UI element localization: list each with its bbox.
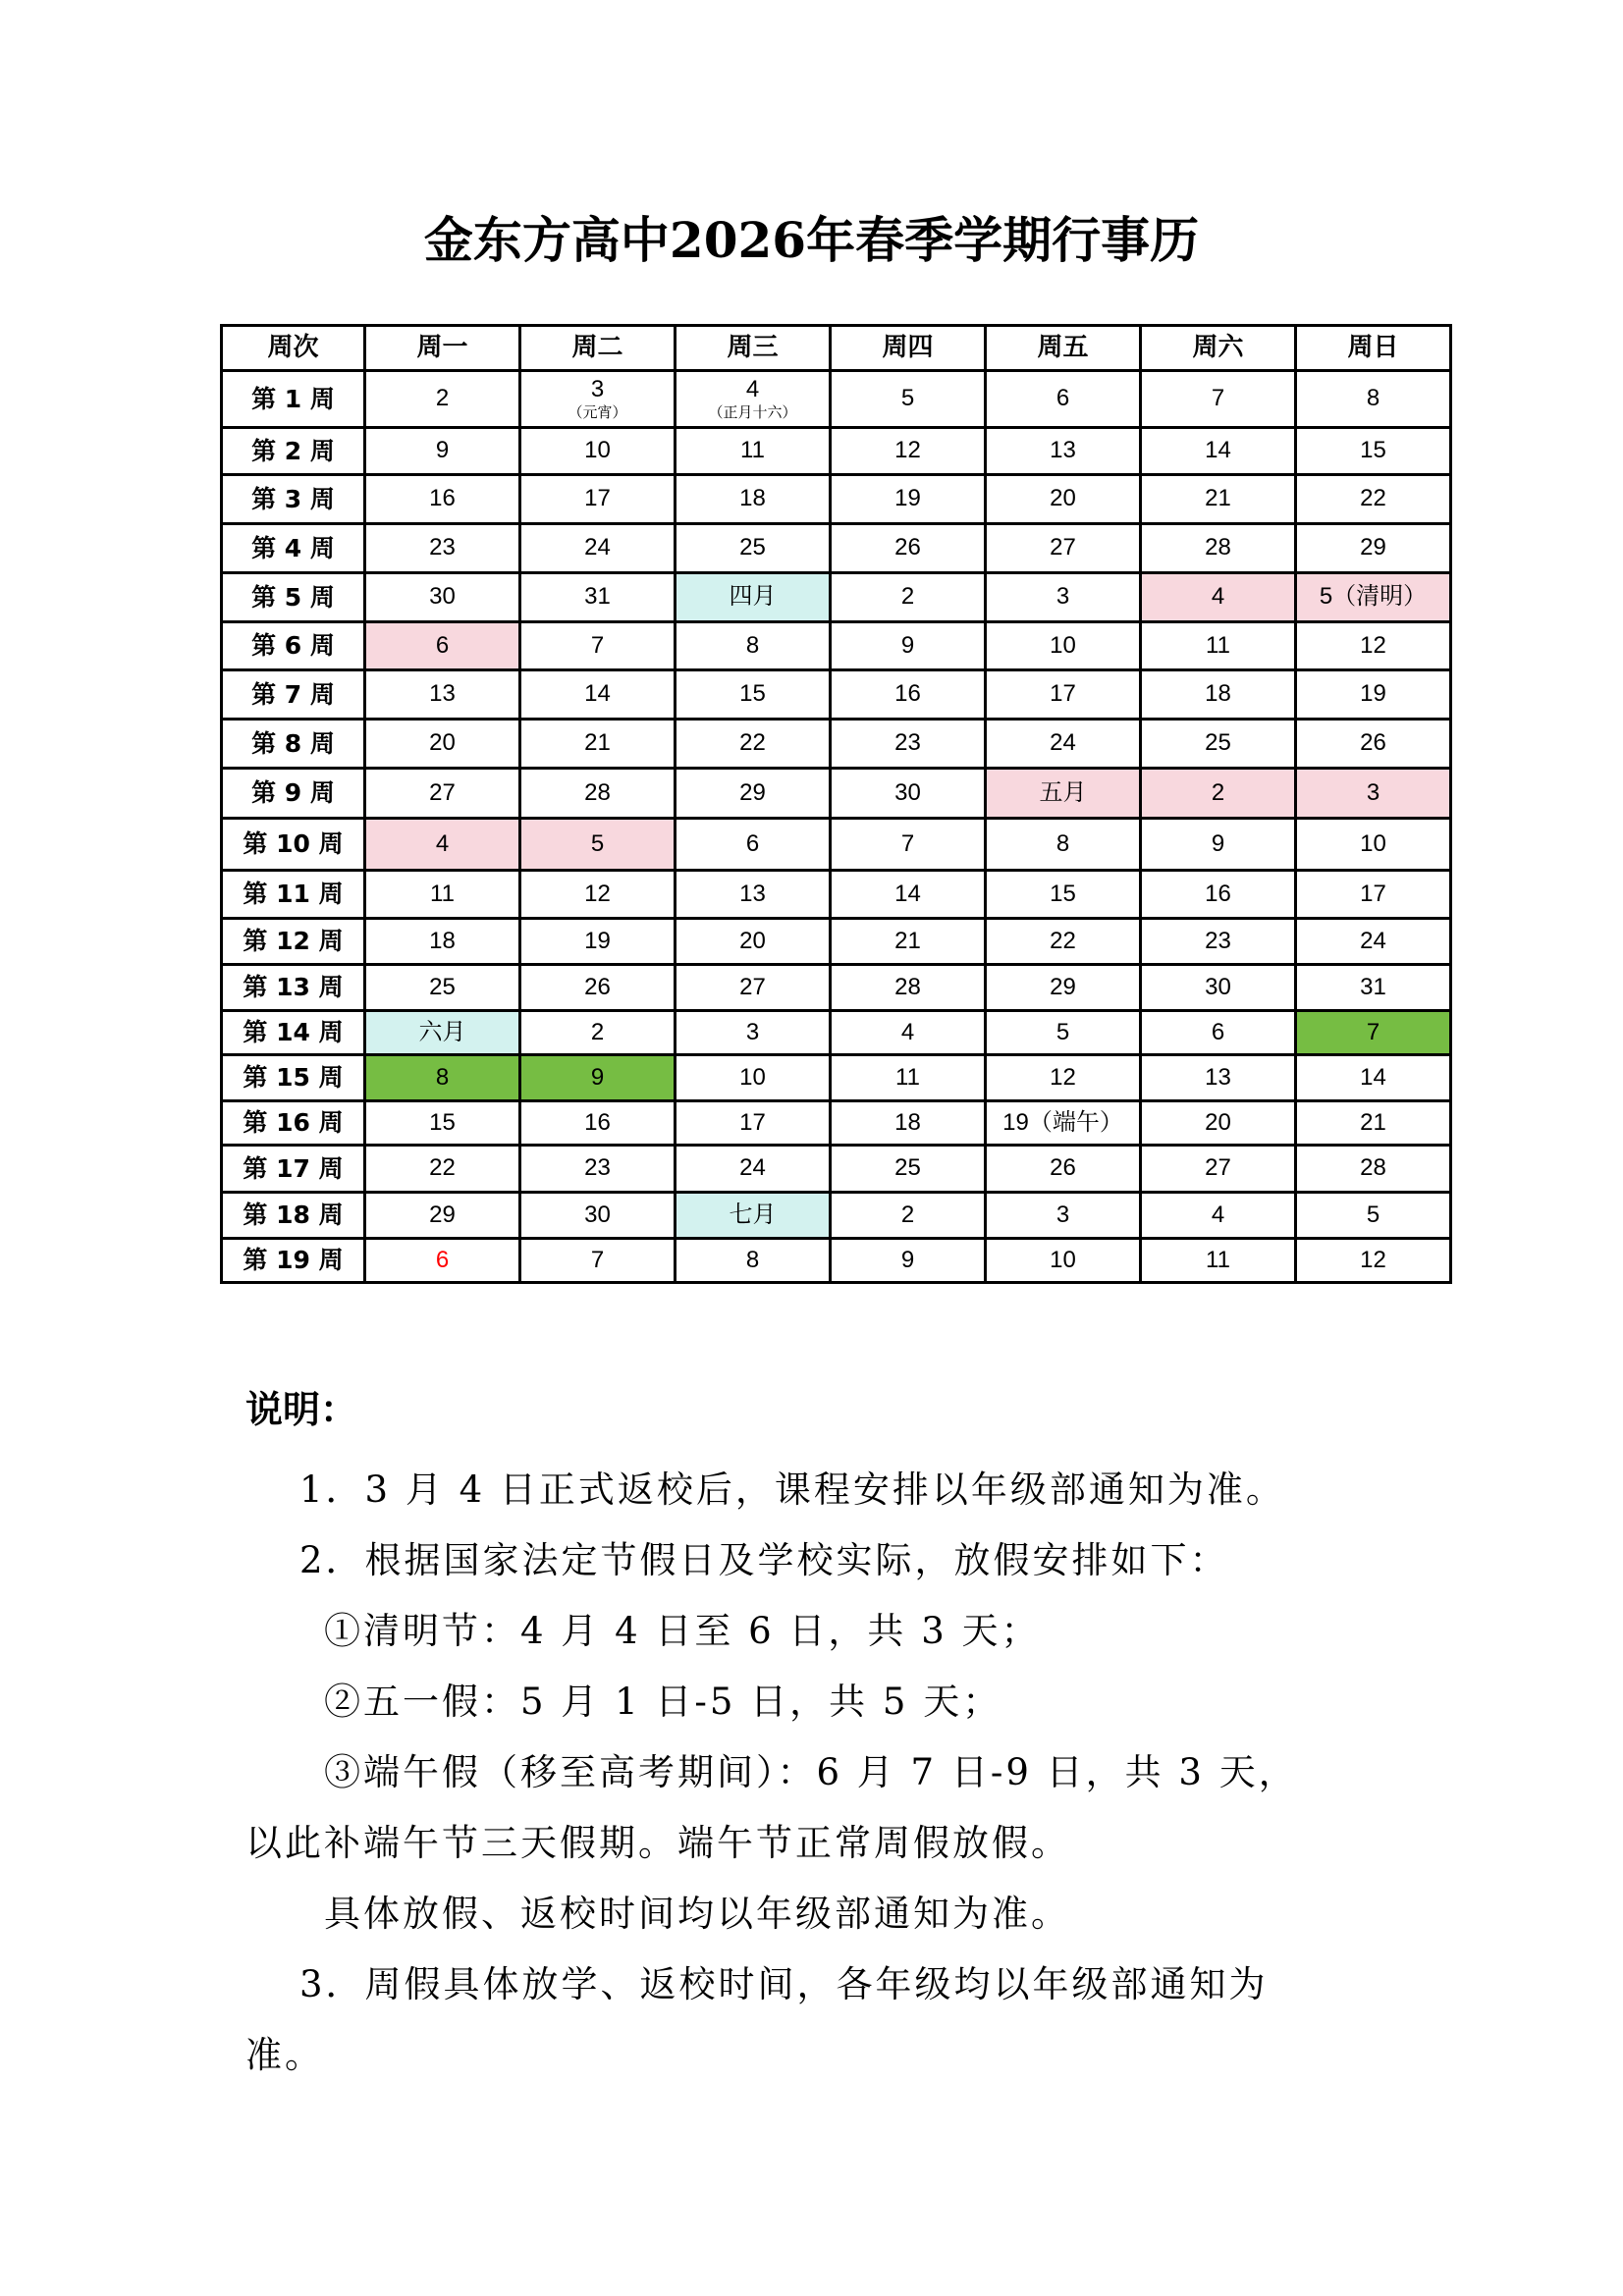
- page-title: 金东方高中2026年春季学期行事历: [423, 211, 1200, 269]
- week-row: [222, 1011, 1451, 1055]
- day-cell-mon: 25: [365, 965, 520, 1011]
- day-cell-wed: 8: [676, 622, 831, 670]
- day-cell-fri: 27: [986, 524, 1141, 573]
- header-wed: 周三: [676, 326, 831, 371]
- day-note: （正月十六）: [708, 403, 797, 422]
- week-label: 第 18 周: [222, 1193, 365, 1239]
- day-cell-sat: 2: [1141, 769, 1296, 819]
- day-cell-sun: 7: [1296, 1011, 1451, 1055]
- day-cell-sat: 23: [1141, 919, 1296, 965]
- note-line-9: 准。: [245, 2034, 324, 2076]
- day-cell-sat: 25: [1141, 720, 1296, 769]
- day-cell-mon: 4: [365, 819, 520, 871]
- note-line-5: ③端午假（移至高考期间）：6 月 7 日-9 日，共 3 天，: [324, 1751, 1298, 1793]
- day-cell-thu: 5: [831, 371, 986, 428]
- week-label: 第 17 周: [222, 1146, 365, 1193]
- week-row: [222, 871, 1451, 919]
- week-label: 第 15 周: [222, 1055, 365, 1101]
- notes-section: [245, 1379, 1424, 2091]
- day-cell-sun: 12: [1296, 1239, 1451, 1283]
- header-week: 周次: [222, 326, 365, 371]
- day-cell-fri: 24: [986, 720, 1141, 769]
- week-row: [222, 819, 1451, 871]
- week-row: [222, 1101, 1451, 1146]
- day-cell-sat: 9: [1141, 819, 1296, 871]
- note-line-6: 以此补端午节三天假期。端午节正常周假放假。: [245, 1822, 1070, 1864]
- day-cell-tue: 9: [520, 1055, 676, 1101]
- day-cell-thu: 16: [831, 670, 986, 720]
- week-row: [222, 371, 1451, 428]
- day-cell-sun: 21: [1296, 1101, 1451, 1146]
- day-cell-mon: 16: [365, 475, 520, 524]
- day-cell-fri: 17: [986, 670, 1141, 720]
- day-cell-sat: 6: [1141, 1011, 1296, 1055]
- day-cell-thu: 2: [831, 573, 986, 622]
- day-cell-wed: 6: [676, 819, 831, 871]
- day-cell-sun: 28: [1296, 1146, 1451, 1193]
- day-cell-sun: 15: [1296, 428, 1451, 475]
- day-cell-mon: 30: [365, 573, 520, 622]
- day-cell-sun: 5（清明）: [1296, 573, 1451, 622]
- day-cell-tue: 10: [520, 428, 676, 475]
- note-line-1: 1．3 月 4 日正式返校后，课程安排以年级部通知为准。: [299, 1468, 1285, 1511]
- day-cell-mon: 6: [365, 1239, 520, 1283]
- day-cell-tue: 2: [520, 1011, 676, 1055]
- week-label: 第 8 周: [222, 720, 365, 769]
- header-sat: 周六: [1141, 326, 1296, 371]
- day-cell-mon: 27: [365, 769, 520, 819]
- day-cell-wed: 8: [676, 1239, 831, 1283]
- day-cell-thu: 14: [831, 871, 986, 919]
- week-row: [222, 428, 1451, 475]
- day-cell-thu: 9: [831, 622, 986, 670]
- week-row: [222, 919, 1451, 965]
- day-cell-thu: 12: [831, 428, 986, 475]
- day-cell-tue: 12: [520, 871, 676, 919]
- day-cell-fri: 8: [986, 819, 1141, 871]
- day-cell-fri: 26: [986, 1146, 1141, 1193]
- day-cell-thu: 21: [831, 919, 986, 965]
- day-cell-mon: 23: [365, 524, 520, 573]
- day-cell-wed: 七月: [676, 1193, 831, 1239]
- day-cell-sat: 14: [1141, 428, 1296, 475]
- note-line-7: 具体放假、返校时间均以年级部通知为准。: [324, 1893, 1070, 1935]
- week-label: 第 6 周: [222, 622, 365, 670]
- calendar-body: [222, 371, 1451, 1283]
- day-cell-wed: 四月: [676, 573, 831, 622]
- note-line-2: 2．根据国家法定节假日及学校实际，放假安排如下：: [299, 1539, 1229, 1581]
- week-label: 第 19 周: [222, 1239, 365, 1283]
- week-row: [222, 670, 1451, 720]
- day-cell-sun: 29: [1296, 524, 1451, 573]
- day-cell-tue: 14: [520, 670, 676, 720]
- day-cell-sun: 22: [1296, 475, 1451, 524]
- day-cell-wed: 11: [676, 428, 831, 475]
- day-cell-mon: 11: [365, 871, 520, 919]
- week-label: 第 12 周: [222, 919, 365, 965]
- day-cell-wed: 13: [676, 871, 831, 919]
- header-mon: 周一: [365, 326, 520, 371]
- day-cell-sat: 28: [1141, 524, 1296, 573]
- header-fri: 周五: [986, 326, 1141, 371]
- day-cell-sun: 5: [1296, 1193, 1451, 1239]
- week-row: [222, 573, 1451, 622]
- week-row: [222, 524, 1451, 573]
- day-cell-sun: 19: [1296, 670, 1451, 720]
- day-cell-wed: 18: [676, 475, 831, 524]
- week-label: 第 7 周: [222, 670, 365, 720]
- day-cell-sun: 3: [1296, 769, 1451, 819]
- day-cell-thu: 30: [831, 769, 986, 819]
- day-cell-tue: 23: [520, 1146, 676, 1193]
- day-cell-tue: 24: [520, 524, 676, 573]
- day-cell-mon: 29: [365, 1193, 520, 1239]
- day-cell-sat: 13: [1141, 1055, 1296, 1101]
- week-row: [222, 1055, 1451, 1101]
- day-cell-sat: 27: [1141, 1146, 1296, 1193]
- day-cell-sat: 4: [1141, 1193, 1296, 1239]
- week-label: 第 16 周: [222, 1101, 365, 1146]
- week-row: [222, 1239, 1451, 1283]
- day-cell-fri: 20: [986, 475, 1141, 524]
- day-cell-tue: 30: [520, 1193, 676, 1239]
- day-cell-thu: 7: [831, 819, 986, 871]
- week-label: 第 11 周: [222, 871, 365, 919]
- day-cell-thu: 25: [831, 1146, 986, 1193]
- header-thu: 周四: [831, 326, 986, 371]
- day-cell-thu: 2: [831, 1193, 986, 1239]
- day-cell-wed: 15: [676, 670, 831, 720]
- day-cell-mon: 六月: [365, 1011, 520, 1055]
- calendar-table: [220, 324, 1452, 1284]
- day-cell-sat: 18: [1141, 670, 1296, 720]
- day-cell-mon: 8: [365, 1055, 520, 1101]
- note-line-4: ②五一假：5 月 1 日-5 日，共 5 天；: [324, 1681, 1002, 1723]
- day-cell-wed: 25: [676, 524, 831, 573]
- day-cell-tue: 7: [520, 622, 676, 670]
- day-cell-fri: 22: [986, 919, 1141, 965]
- week-label: 第 14 周: [222, 1011, 365, 1055]
- day-cell-tue: [520, 371, 676, 428]
- day-cell-fri: 3: [986, 1193, 1141, 1239]
- day-cell-wed: 3: [676, 1011, 831, 1055]
- day-cell-sat: 30: [1141, 965, 1296, 1011]
- day-cell-tue: 16: [520, 1101, 676, 1146]
- day-cell-thu: 28: [831, 965, 986, 1011]
- header-sun: 周日: [1296, 326, 1451, 371]
- day-cell-sun: 10: [1296, 819, 1451, 871]
- day-cell-wed: 20: [676, 919, 831, 965]
- day-cell-sun: 31: [1296, 965, 1451, 1011]
- day-cell-sun: 8: [1296, 371, 1451, 428]
- week-row: [222, 965, 1451, 1011]
- day-number: 3: [590, 376, 605, 403]
- day-cell-tue: 21: [520, 720, 676, 769]
- note-line-8: 3．周假具体放学、返校时间，各年级均以年级部通知为: [299, 1963, 1269, 2005]
- day-cell-tue: 19: [520, 919, 676, 965]
- header-row: [222, 326, 1451, 371]
- week-label: 第 13 周: [222, 965, 365, 1011]
- week-row: [222, 769, 1451, 819]
- week-row: [222, 475, 1451, 524]
- day-cell-tue: 17: [520, 475, 676, 524]
- day-note: （元宵）: [568, 403, 627, 422]
- day-cell-mon: 15: [365, 1101, 520, 1146]
- day-cell-sat: 20: [1141, 1101, 1296, 1146]
- day-cell-tue: 31: [520, 573, 676, 622]
- day-cell-sun: 14: [1296, 1055, 1451, 1101]
- week-label: 第 10 周: [222, 819, 365, 871]
- day-cell-sun: 24: [1296, 919, 1451, 965]
- day-cell-thu: 18: [831, 1101, 986, 1146]
- day-cell-thu: 9: [831, 1239, 986, 1283]
- day-cell-wed: 29: [676, 769, 831, 819]
- day-cell-tue: 5: [520, 819, 676, 871]
- day-cell-wed: 22: [676, 720, 831, 769]
- week-row: [222, 1193, 1451, 1239]
- day-number: 4: [745, 376, 760, 403]
- day-cell-thu: 19: [831, 475, 986, 524]
- day-cell-thu: 11: [831, 1055, 986, 1101]
- day-cell-mon: 6: [365, 622, 520, 670]
- day-cell-sun: 12: [1296, 622, 1451, 670]
- day-cell-thu: 23: [831, 720, 986, 769]
- day-cell-fri: 12: [986, 1055, 1141, 1101]
- day-cell-fri: 5: [986, 1011, 1141, 1055]
- day-cell-wed: 10: [676, 1055, 831, 1101]
- day-cell-sat: 11: [1141, 622, 1296, 670]
- day-cell-fri: 10: [986, 622, 1141, 670]
- day-cell-mon: 18: [365, 919, 520, 965]
- day-cell-fri: 6: [986, 371, 1141, 428]
- week-row: [222, 1146, 1451, 1193]
- day-cell-sat: 7: [1141, 371, 1296, 428]
- day-cell-mon: 2: [365, 371, 520, 428]
- week-label: 第 4 周: [222, 524, 365, 573]
- note-line-3: ①清明节：4 月 4 日至 6 日，共 3 天；: [324, 1610, 1041, 1652]
- day-cell-sun: 26: [1296, 720, 1451, 769]
- day-cell-thu: 4: [831, 1011, 986, 1055]
- notes-heading: 说明：: [245, 1388, 358, 1431]
- day-cell-wed: 24: [676, 1146, 831, 1193]
- day-cell-fri: 五月: [986, 769, 1141, 819]
- week-label: 第 3 周: [222, 475, 365, 524]
- day-cell-sat: 16: [1141, 871, 1296, 919]
- header-tue: 周二: [520, 326, 676, 371]
- day-cell-wed: 17: [676, 1101, 831, 1146]
- day-cell-wed: [676, 371, 831, 428]
- day-cell-sat: 11: [1141, 1239, 1296, 1283]
- day-cell-mon: 13: [365, 670, 520, 720]
- day-cell-wed: 27: [676, 965, 831, 1011]
- day-cell-mon: 9: [365, 428, 520, 475]
- week-label: 第 9 周: [222, 769, 365, 819]
- day-cell-fri: 3: [986, 573, 1141, 622]
- day-cell-tue: 26: [520, 965, 676, 1011]
- week-label: 第 5 周: [222, 573, 365, 622]
- day-cell-thu: 26: [831, 524, 986, 573]
- day-cell-mon: 20: [365, 720, 520, 769]
- day-cell-fri: 15: [986, 871, 1141, 919]
- week-row: [222, 622, 1451, 670]
- week-label: 第 2 周: [222, 428, 365, 475]
- day-cell-sat: 21: [1141, 475, 1296, 524]
- day-cell-fri: 10: [986, 1239, 1141, 1283]
- day-cell-sat: 4: [1141, 573, 1296, 622]
- week-row: [222, 720, 1451, 769]
- day-cell-tue: 7: [520, 1239, 676, 1283]
- day-cell-fri: 13: [986, 428, 1141, 475]
- day-cell-tue: 28: [520, 769, 676, 819]
- day-cell-mon: 22: [365, 1146, 520, 1193]
- day-cell-fri: 29: [986, 965, 1141, 1011]
- week-label: 第 1 周: [222, 371, 365, 428]
- day-cell-sun: 17: [1296, 871, 1451, 919]
- day-cell-fri: 19（端午）: [986, 1101, 1141, 1146]
